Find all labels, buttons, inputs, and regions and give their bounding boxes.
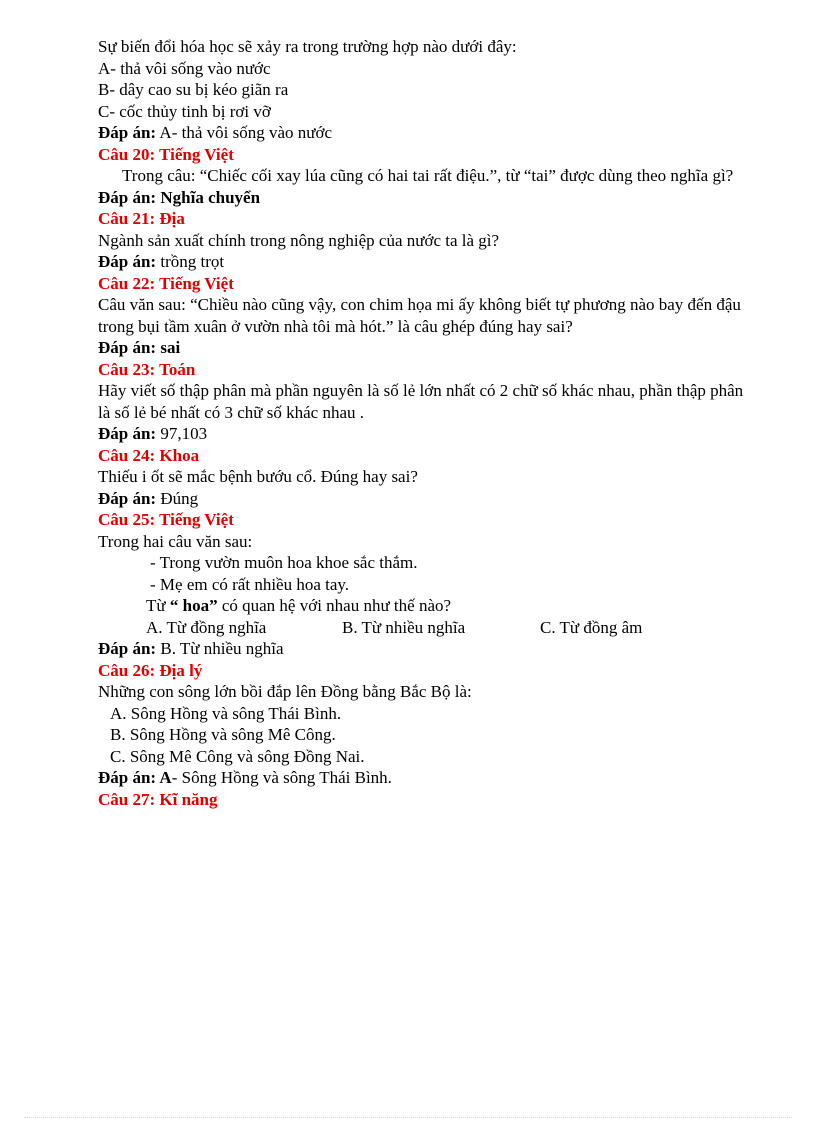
option-b: B. Từ nhiều nghĩa [342,617,466,637]
question-24 [98,445,748,510]
options-row [98,617,748,639]
answer-label: Đáp án: [98,338,157,357]
question-title: Câu 20: Tiếng Việt [98,144,234,164]
answer-text: Nghĩa chuyển [156,187,261,207]
question-title: Câu 24: Khoa [98,445,200,465]
question-25 [98,509,748,660]
question-21 [98,208,748,273]
answer-line [98,488,748,510]
example-sentence-2: - Mẹ em có rất nhiều hoa tay. [150,574,350,594]
option-c: C- cốc thủy tinh bị rơi vỡ [98,101,271,121]
answer-line [98,122,748,144]
option-a: A. Sông Hồng và sông Thái Bình. [110,703,342,723]
question-22 [98,273,748,359]
question-text: Ngành sản xuất chính trong nông nghiệp của nước ta là gì? [98,230,500,250]
question-title: Câu 25: Tiếng Việt [98,510,234,529]
question-text: Sự biến đổi hóa học sẽ xảy ra trong trường hợp nào dưới đây: [98,37,517,56]
question-title: Câu 23: Toán [98,359,196,379]
question-text: Trong câu: “Chiếc cối xay lúa cũng có hai tai rất điệu.”, từ “tai” được dùng theo nghĩa gì? [122,166,734,185]
option-c: C. Sông Mê Công và sông Đồng Nai. [110,746,365,766]
question-title: Câu 22: Tiếng Việt [98,273,234,293]
answer-label: Đáp án: [98,488,157,508]
answer-label: Đáp án: [98,187,157,207]
answer-text: 97,103 [156,424,208,443]
question-text: Những con sông lớn bồi đắp lên Đồng bằng Bắc Bộ là: [98,682,472,701]
answer-label: Đáp án: [98,768,157,787]
answer-label: Đáp án: [98,639,157,658]
option-a: A. Từ đồng nghĩa [146,617,267,637]
question-title: Câu 27: Kĩ năng [98,789,218,809]
answer-label: Đáp án: [98,252,157,271]
question-prompt [98,595,748,617]
answer-label: Đáp án: [98,424,157,443]
option-b: B. Sông Hồng và sông Mê Công. [110,725,336,744]
answer-line [98,423,748,445]
question-block [98,36,748,144]
prompt-prefix: Từ [146,596,170,615]
prompt-suffix: có quan hệ với nhau như thế nào? [217,596,452,615]
option-b: B- dây cao su bị kéo giãn ra [98,80,289,99]
question-text: Hãy viết số thập phân mà phần nguyên là số lẻ lớn nhất có 2 chữ số khác nhau, phần thập phân là số lẻ bé nhất có 3 chữ số khác nhau . [98,381,744,422]
option-a: A- thả vôi sống vào nước [98,58,271,78]
answer-line [98,251,748,273]
answer-line [98,337,748,359]
answer-line [98,638,748,660]
page-bottom-divider [24,1117,792,1118]
answer-text: B. Từ nhiều nghĩa [156,639,284,658]
question-text: Thiếu i ốt sẽ mắc bệnh bướu cổ. Đúng hay sai? [98,467,418,486]
question-title: Câu 26: Địa lý [98,660,203,680]
question-20 [98,144,748,209]
prompt-keyword: “ hoa” [169,596,218,615]
answer-text: Đúng [156,488,199,508]
example-sentence-1: - Trong vườn muôn hoa khoe sắc thắm. [150,553,418,572]
answer-text: trồng trọt [156,252,225,271]
question-26 [98,660,748,789]
document-page [98,36,748,810]
answer-text: - Sông Hồng và sông Thái Bình. [171,768,392,787]
option-c: C. Từ đồng âm [540,617,643,637]
answer-text: sai [156,338,181,357]
question-text: Câu văn sau: “Chiều nào cũng vậy, con chim họa mi ấy không biết tự phương nào bay đến đậu trong bụi tầm xuân ở vườn nhà tôi mà hót.” là câu ghép đúng hay sai? [98,295,741,336]
question-title: Câu 21: Địa [98,209,185,228]
question-23 [98,359,748,445]
answer-label: Đáp án: [98,123,157,142]
answer-text: A- thả vôi sống vào nước [156,123,333,142]
answer-line [98,767,748,789]
answer-line [98,187,748,209]
question-text: Trong hai câu văn sau: [98,531,253,551]
answer-letter: A [156,768,172,787]
question-27 [98,789,748,811]
